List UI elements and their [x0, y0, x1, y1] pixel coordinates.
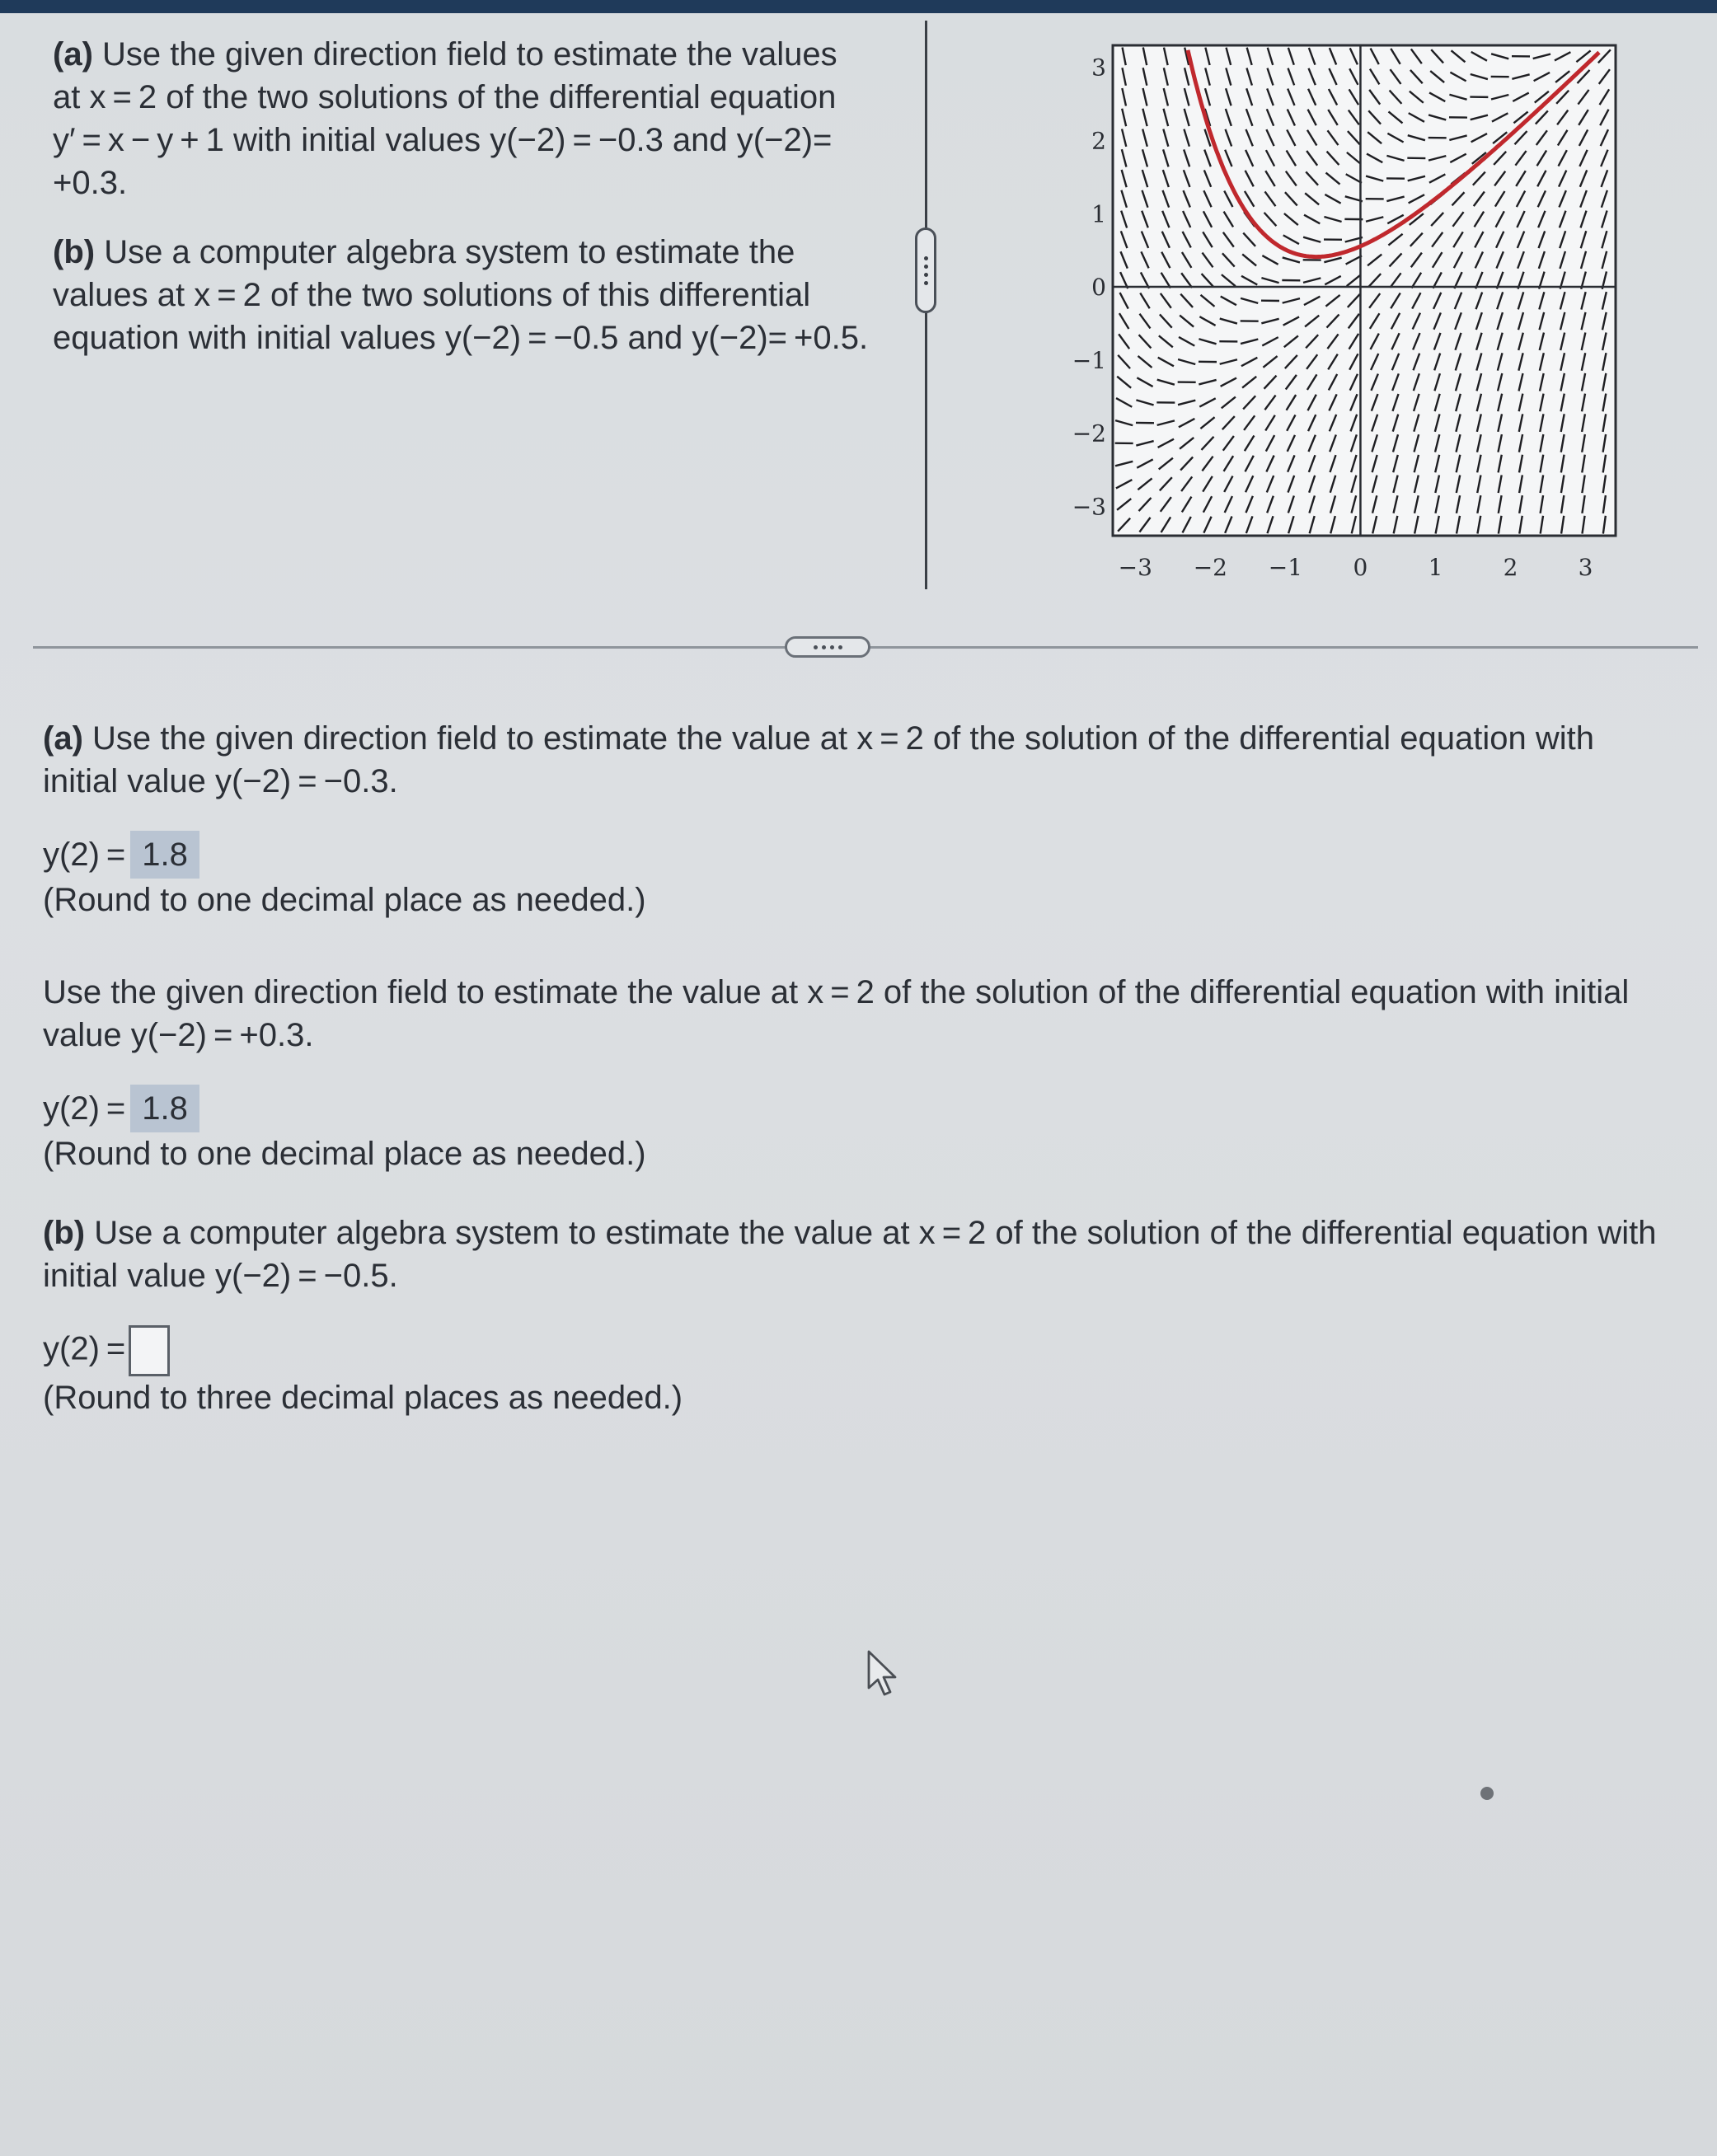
x-tick-label: −2: [1193, 554, 1227, 581]
answer-a2-line: [43, 1085, 1658, 1132]
vertical-resize-handle[interactable]: [915, 227, 936, 313]
question-a1: [43, 717, 1658, 803]
y-tick-label: −3: [1072, 493, 1106, 521]
part-b-label: (b): [53, 234, 96, 270]
part-b-text: Use a computer algebra system to estimate the values at x = 2 of the two solutions of this differential equation with initial values y(−2) = −0.5 and y(−2)= +0.5.: [53, 234, 869, 356]
x-tick-label: −1: [1268, 554, 1303, 581]
horizontal-resize-handle[interactable]: [785, 636, 870, 658]
answer-a2-note: (Round to one decimal place as needed.): [43, 1136, 646, 1172]
problem-statement: [53, 33, 869, 386]
part-a-label: (a): [53, 36, 93, 73]
question-b1-text: Use a computer algebra system to estimate the value at x = 2 of the solution of the differential equation with initial value y(−2) = −0.5.: [43, 1215, 1657, 1294]
x-tick-label: −3: [1118, 554, 1152, 581]
answer-a1-line: [43, 831, 1658, 879]
y-tick-label: −2: [1072, 419, 1106, 448]
question-b1: [43, 1212, 1658, 1297]
answer-a2-prefix: y(2) =: [43, 1090, 126, 1127]
answer-b1-prefix: y(2) =: [43, 1330, 126, 1367]
question-b1-label: (b): [43, 1215, 86, 1251]
x-tick-label: 2: [1503, 554, 1518, 581]
answer-a2-field[interactable]: 1.8: [130, 1085, 199, 1132]
answer-b1-note: (Round to three decimal places as needed.): [43, 1380, 683, 1416]
prompt-part-a: [53, 33, 869, 204]
answer-a1-prefix: y(2) =: [43, 837, 126, 873]
direction-field-chart: [1063, 33, 1632, 593]
y-tick-label: 2: [1091, 127, 1106, 155]
y-tick-label: −1: [1072, 346, 1106, 374]
question-a2: Use the given direction field to estimate the value at x = 2 of the solution of the differential equation with initial value y(−2) = +0.3.: [43, 974, 1630, 1053]
prompt-part-b: [53, 231, 869, 359]
y-tick-label: 1: [1091, 200, 1106, 228]
question-a1-label: (a): [43, 720, 83, 757]
y-tick-label: 0: [1091, 274, 1106, 302]
y-tick-label: 3: [1091, 54, 1106, 82]
answer-a1-field[interactable]: 1.8: [130, 831, 199, 879]
answer-b1-line: [43, 1325, 1658, 1376]
top-bar: [0, 0, 1717, 13]
question-a1-text: Use the given direction field to estimate the value at x = 2 of the solution of the differential equation with initial value y(−2) = −0.3.: [43, 720, 1594, 799]
answer-b1-input[interactable]: [129, 1325, 170, 1376]
answer-section: [43, 717, 1658, 1419]
mouse-cursor-icon: [866, 1648, 902, 1701]
screen-speck: [1480, 1787, 1494, 1800]
x-tick-label: 3: [1578, 554, 1593, 581]
x-tick-label: 0: [1353, 554, 1368, 581]
part-a-text: Use the given direction field to estimate the values at x = 2 of the two solutions of the differential equation y′ = x − y + 1 with initial values y(−2) = −0.3 and y(−2)= +0.3.: [53, 36, 839, 201]
answer-a1-note: (Round to one decimal place as needed.): [43, 882, 646, 918]
x-tick-label: 1: [1428, 554, 1443, 581]
